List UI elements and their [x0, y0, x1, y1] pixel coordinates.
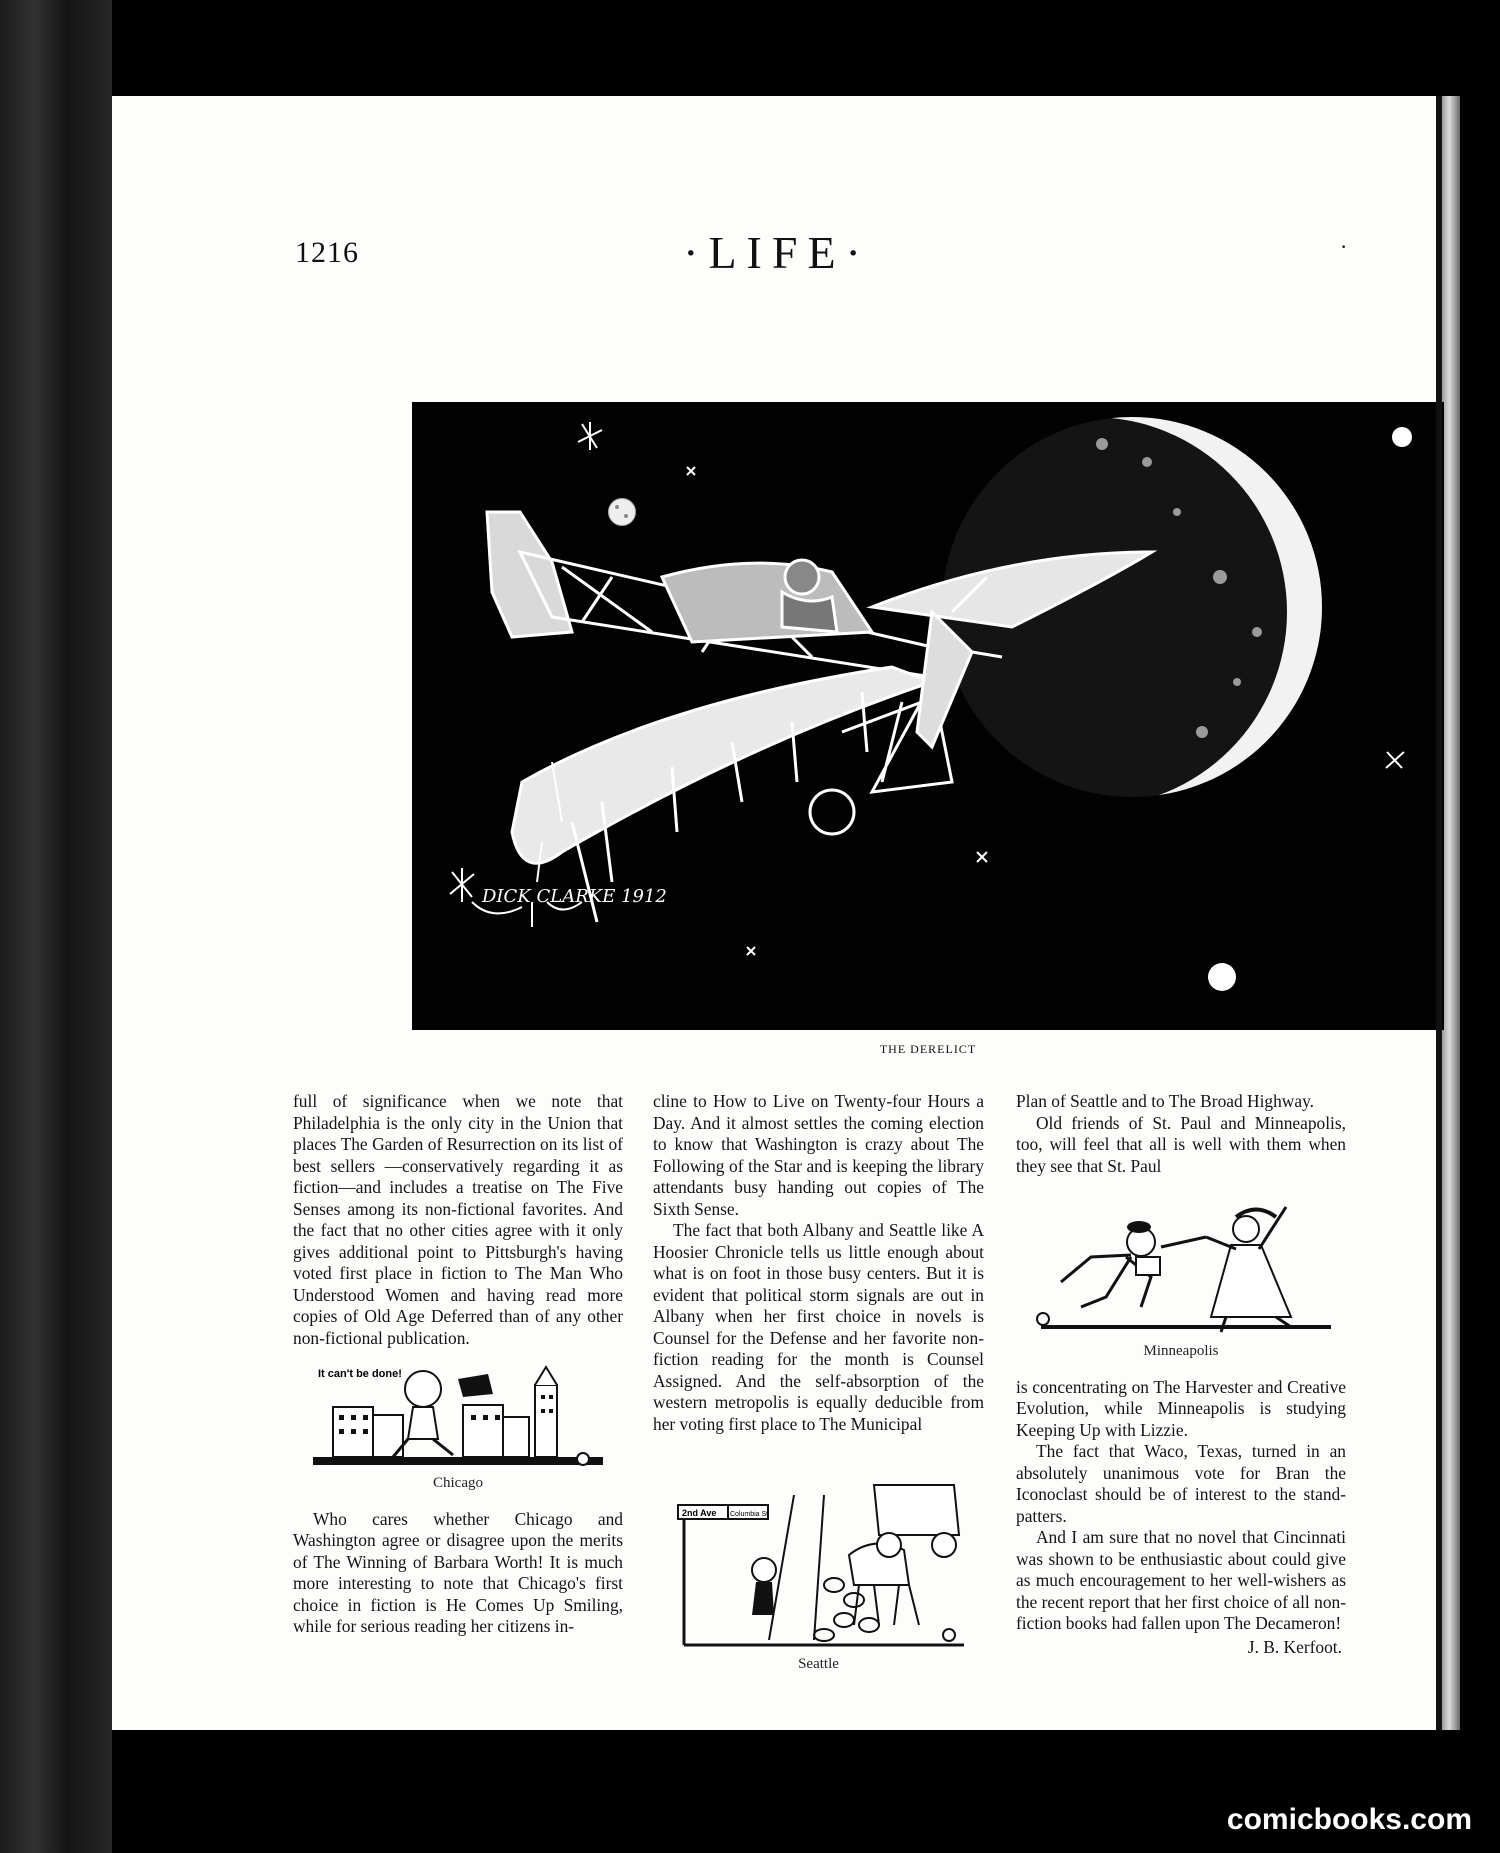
header-dot: · [1340, 234, 1348, 259]
page-header [112, 226, 1442, 286]
chicago-cartoon [313, 1359, 603, 1469]
col2-paragraph-1: cline to How to Live on Twenty-four Hours a Day. And it almost settles the coming election to know that Washington is crazy about The Following of the Star and is keeping the library attendants busy handing out copies of The Sixth Sense. [653, 1091, 984, 1219]
illustration-the-derelict [412, 402, 1444, 1030]
chicago-speech-bubble: It can't be done! [318, 1368, 402, 1380]
scan-margin-left [0, 0, 112, 1853]
planet-lower [1208, 963, 1236, 991]
minneapolis-cartoon [1031, 1187, 1331, 1337]
chicago-caption: Chicago [433, 1475, 483, 1491]
column-3 [1016, 1091, 1346, 1658]
author-signature: J. B. Kerfoot. [1247, 1636, 1342, 1657]
magazine-page [112, 96, 1442, 1730]
scan-margin-right [1442, 96, 1460, 1730]
col3-paragraph-1: Plan of Seattle and to The Broad Highway. [1016, 1091, 1314, 1111]
col3-paragraph-2: Old friends of St. Paul and Minneapolis, too, will feel that all is well with them when they see that St. Paul [1016, 1112, 1346, 1176]
street-sign-avenue: 2nd Ave [681, 1508, 716, 1518]
street-sign-street: Columbia St [729, 1511, 768, 1518]
watermark-text: comicbooks.com [1226, 1803, 1472, 1836]
derelict-drawing [412, 402, 1444, 1030]
col3-paragraph-3: is concentrating on The Harvester and Creative Evolution, while Minneapolis is studying Keeping Up with Lizzie. [1016, 1376, 1346, 1440]
col3-paragraph-5: And I am sure that no novel that Cincinnati was shown to be enthusiastic about could give as much encouragement to her well-wishers as the recent report that her first choice of all non-fiction books had fallen upon The Decameron! [1016, 1527, 1346, 1633]
column-1 [293, 1091, 623, 1638]
masthead-title: ·LIFE· [683, 227, 871, 278]
col1-paragraph-2: Who cares whether Chicago and Washington agree or disagree upon the merits of The Winning of Barbara Worth! It is much more interesting to note that Chicago's first choice in fiction is He Comes Up Smiling, while for serious reading her citizens in- [293, 1508, 623, 1636]
planet-top-right [1392, 427, 1412, 447]
illustration-caption: THE DERELICT [879, 1042, 977, 1056]
col2-paragraph-2: The fact that both Albany and Seattle like A Hoosier Chronicle tells us little enough about what is on foot in those busy centers. But it is evident that political storm signals are out in Albany when her first choice in novels is Counsel for the Defense and her favorite non-fiction reading for the month is Counsel Assigned. And the self-absorption of the western metropolis is equally deducible from her voting first place to The Municipal [653, 1220, 984, 1434]
col3-paragraph-4: The fact that Waco, Texas, turned in an absolutely unanimous vote for Bran the Iconoclast should be of interest to the stand-patters. [1016, 1441, 1346, 1526]
minneapolis-caption: Minneapolis [1143, 1343, 1219, 1359]
seattle-caption: Seattle [798, 1656, 839, 1672]
page-number: 1216 [295, 236, 359, 269]
page-fold [1436, 96, 1442, 1730]
column-2 [653, 1091, 984, 1690]
col1-paragraph-1: full of significance when we note that Philadelphia is the only city in the Union that places The Garden of Resurrection on its list of best sellers —conservatively regarding it as fiction—and includes a treatise on The Five Senses among its non-fictional favorites. And the fact that no other cities agree with it only gives additional point to Pittsburgh's having voted first place in fiction to The Man Who Understood Women and having read more copies of Old Age Deferred than of any other non-fictional publication. [293, 1091, 623, 1348]
artist-signature: DICK CLARKE 1912 [482, 886, 667, 907]
seattle-cartoon [674, 1475, 964, 1650]
